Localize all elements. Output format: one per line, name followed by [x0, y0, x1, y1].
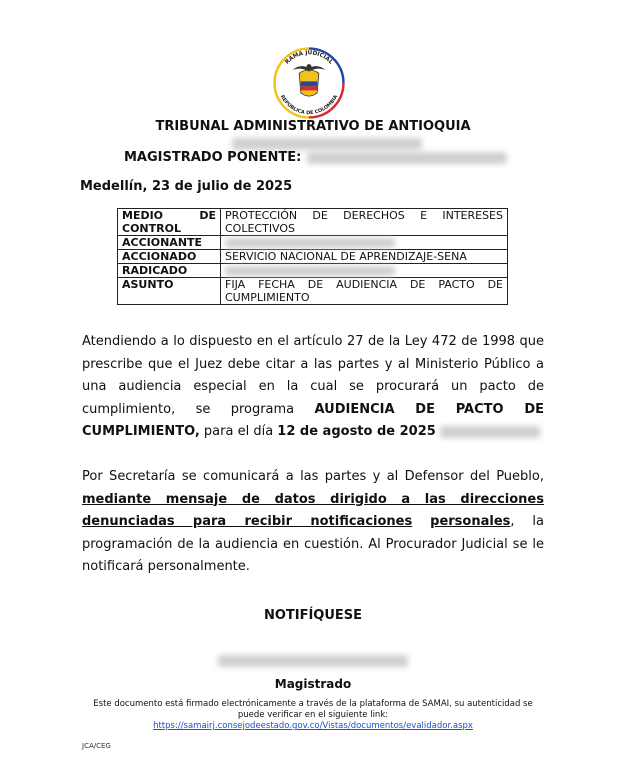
- case-info-table: [117, 208, 508, 305]
- table-row: [118, 264, 508, 278]
- accionado-value: SERVICIO NACIONAL DE APRENDIZAJE-SENA: [221, 250, 508, 264]
- redacted-text: [232, 138, 422, 150]
- magistrate-ponente-line: [124, 150, 507, 165]
- table-row: [118, 236, 508, 250]
- electronic-signature-footer: [90, 699, 536, 732]
- redacted-name: [307, 152, 507, 164]
- accionante-label: ACCIONANTE: [118, 236, 221, 250]
- underlined-text: mediante mensaje de datos dirigido a las direcciones denunciadas para recibir notificaciones: [82, 491, 544, 529]
- signature-title: Magistrado: [274, 677, 352, 691]
- court-name: TRIBUNAL ADMINISTRATIVO DE ANTIOQUIA: [155, 119, 471, 134]
- judicial-seal-icon: [268, 42, 350, 124]
- validation-link[interactable]: https://samairj.consejodeestado.gov.co/Vistas/documentos/evalidador.aspx: [153, 721, 473, 731]
- notify-heading: NOTIFÍQUESE: [263, 608, 363, 623]
- medio-control-value: PROTECCIÓN DE DERECHOS E INTERESES COLECTIVOS: [221, 209, 508, 236]
- paragraph-text: Por Secretaría se comunicará a las partes y al Defensor del Pueblo,: [82, 469, 544, 484]
- redacted-signature-name: [218, 655, 408, 667]
- hearing-type: AUDIENCIA DE PACTO DE CUMPLIMIENTO,: [82, 401, 544, 439]
- document-initials: JCA/CEG: [82, 742, 111, 750]
- paragraph-text: Atendiendo a lo dispuesto en el artículo 27 de la Ley 472 de 1998 que prescribe que el Juez debe citar a las partes y al Ministerio Público a una audiencia especial en la cual se procurará un pacto de cumplimiento, se programa: [82, 334, 544, 417]
- hearing-date: 12 de agosto de 2025: [277, 424, 436, 439]
- underlined-text: personales: [430, 514, 511, 529]
- table-row: [118, 209, 508, 236]
- accionante-value: [221, 236, 508, 250]
- svg-text:REPÚBLICA DE COLOMBIA: REPÚBLICA DE COLOMBIA: [278, 94, 340, 117]
- paragraph-text: , la programación de la audiencia en cuestión. Al Procurador Judicial se le notificará personalmente.: [82, 514, 545, 574]
- paragraph-notification: [82, 466, 544, 579]
- table-row: [118, 278, 508, 305]
- asunto-value: FIJA FECHA DE AUDIENCIA DE PACTO DE CUMPLIMIENTO: [221, 278, 508, 305]
- accionado-label: ACCIONADO: [118, 250, 221, 264]
- redacted-text: [440, 426, 540, 438]
- radicado-label: RADICADO: [118, 264, 221, 278]
- asunto-label: ASUNTO: [118, 278, 221, 305]
- date-line: Medellín, 23 de julio de 2025: [80, 179, 293, 194]
- table-row: [118, 250, 508, 264]
- magistrate-label: MAGISTRADO PONENTE:: [124, 150, 302, 165]
- radicado-value: [221, 264, 508, 278]
- svg-text:RAMA JUDICIAL: RAMA JUDICIAL: [284, 50, 334, 66]
- paragraph-text: para el día: [199, 424, 278, 439]
- redacted-text: [225, 266, 395, 276]
- redacted-text: [225, 238, 395, 248]
- medio-control-label: MEDIO DE CONTROL: [118, 209, 221, 236]
- footer-text: Este documento está firmado electrónicamente a través de la plataforma de SAMAI, su autenticidad se puede verificar en el siguiente link:: [93, 699, 533, 720]
- paragraph-hearing: [82, 331, 544, 444]
